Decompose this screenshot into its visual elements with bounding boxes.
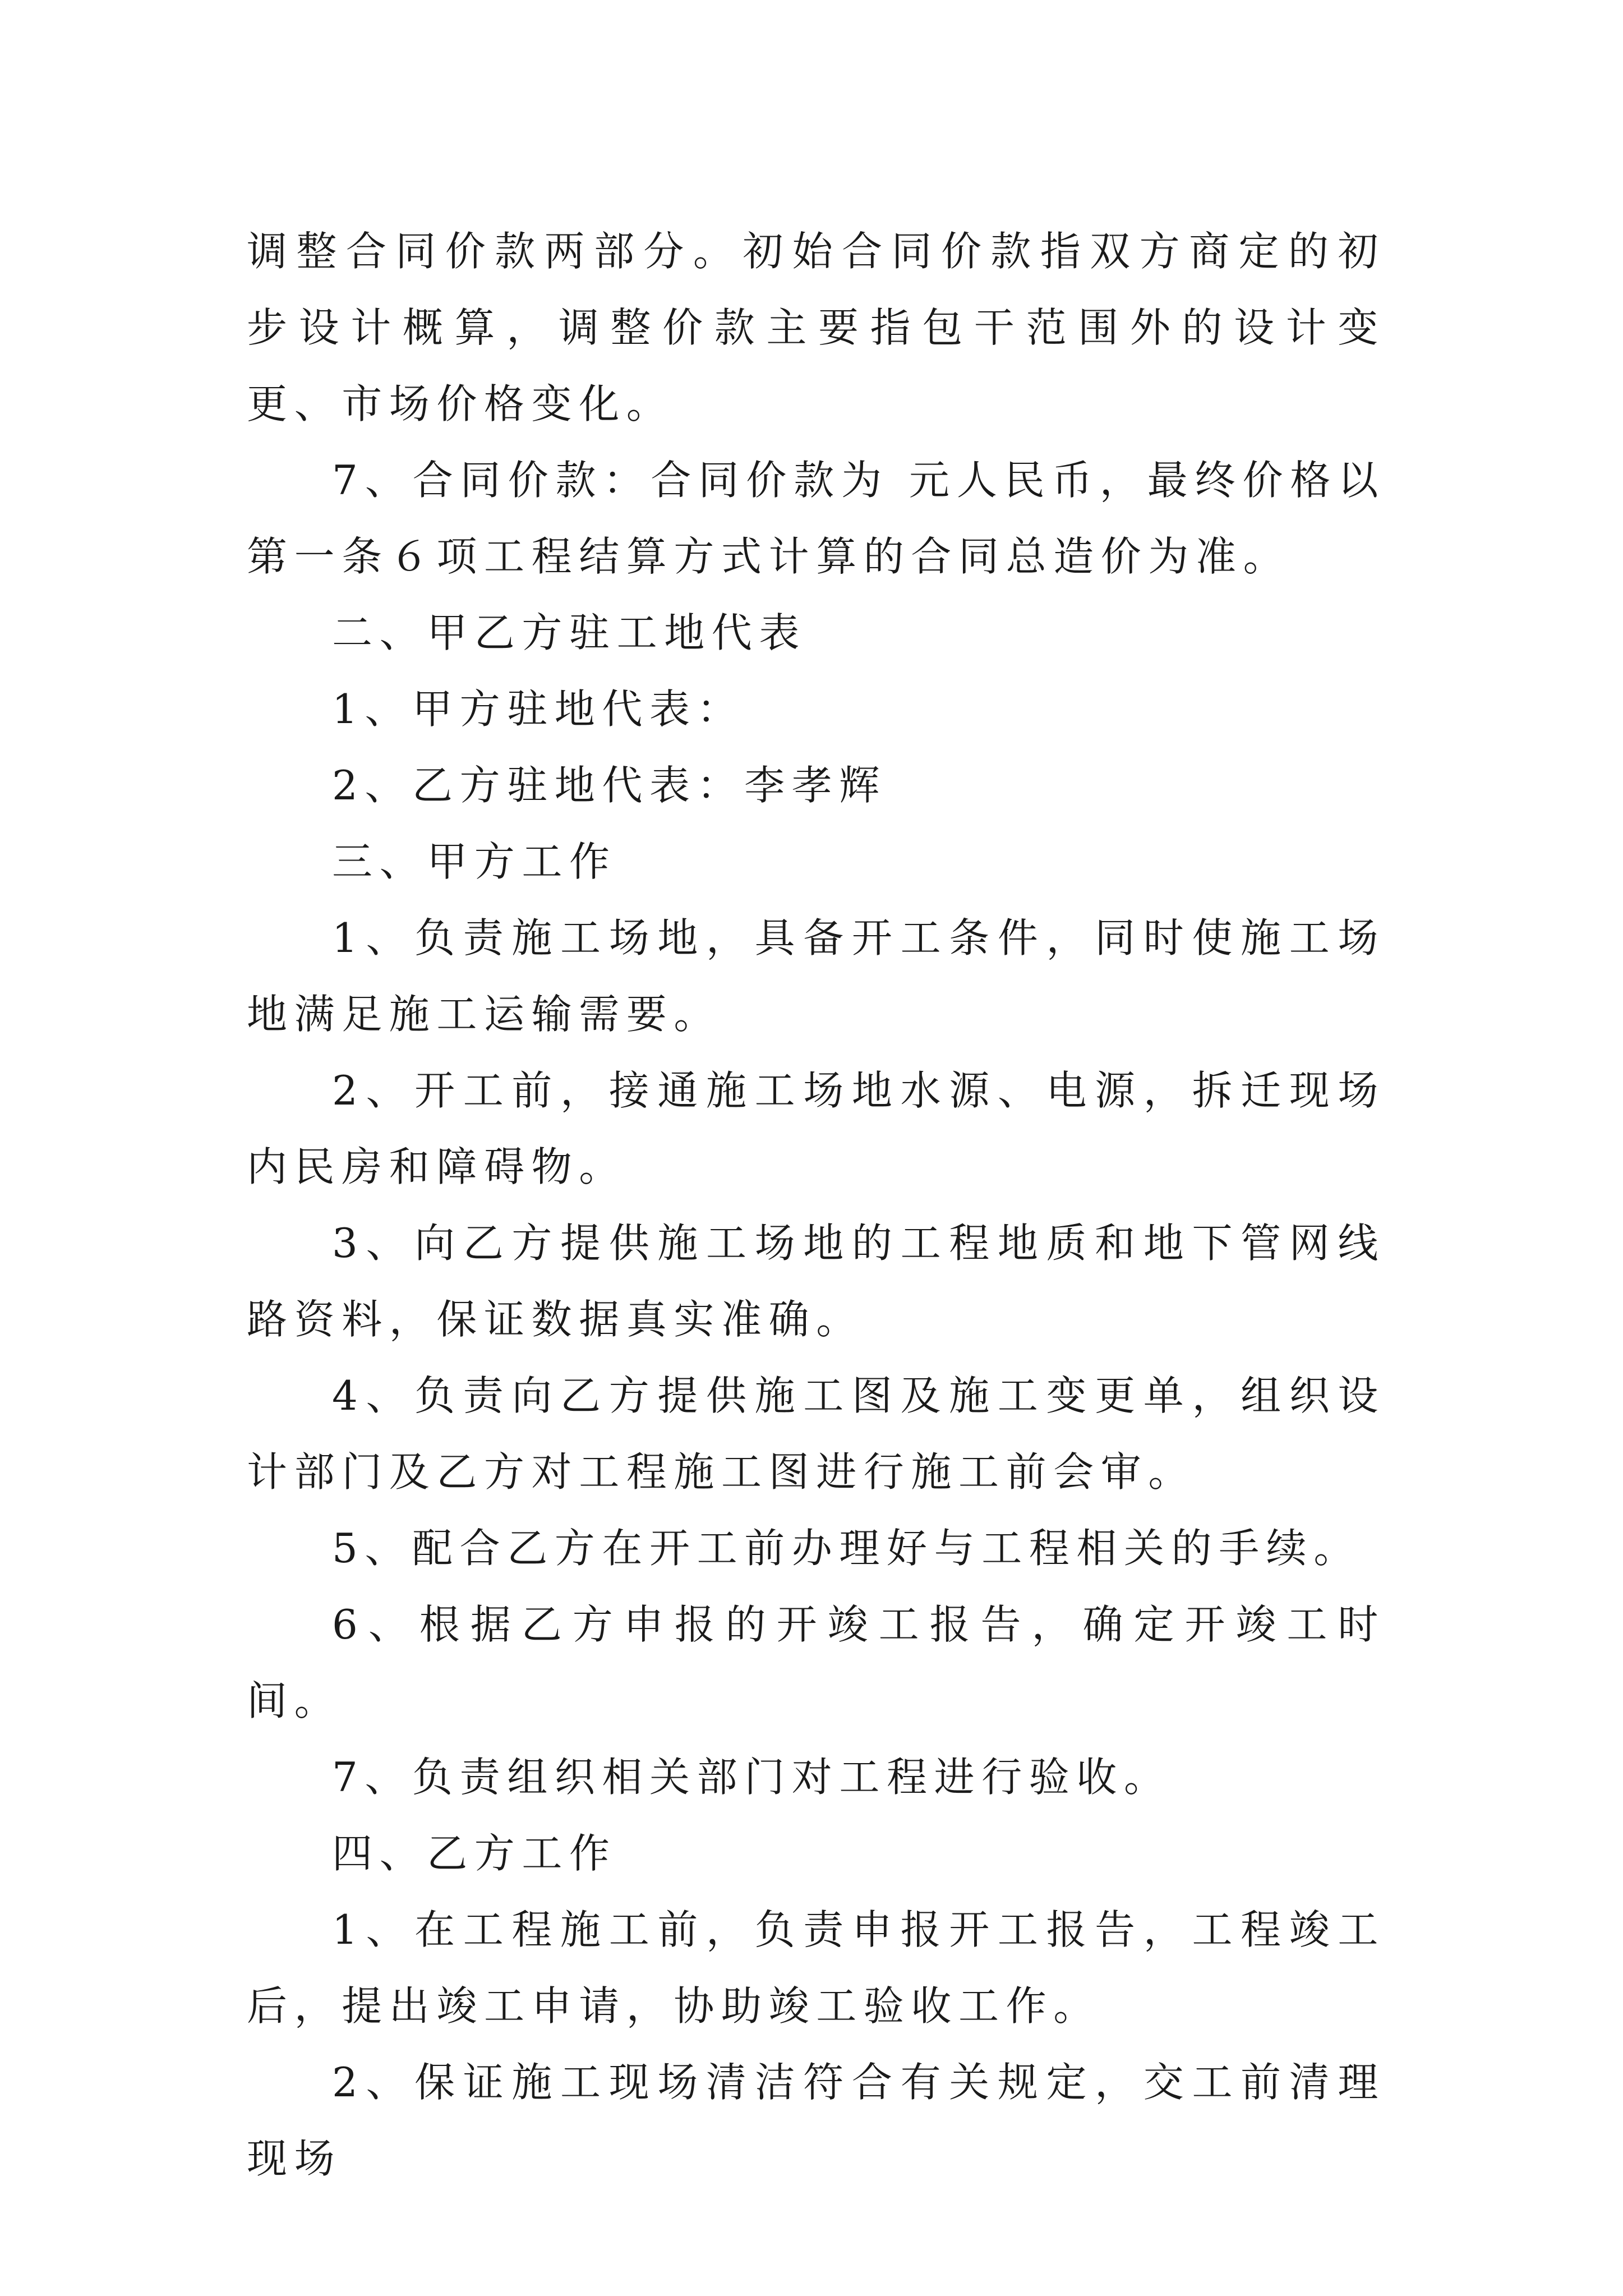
paragraph-party-b-item-1: 1、在工程施工前，负责申报开工报告，工程竣工后，提出竣工申请，协助竣工验收工作。: [247, 1906, 1385, 2030]
paragraph-party-a-representative: 1、甲方驻地代表：: [332, 685, 745, 733]
paragraph-party-a-item-1: 1、负责施工场地，具备开工条件，同时使施工场地满足施工运输需要。: [247, 914, 1385, 1038]
paragraph-party-a-item-5: 5、配合乙方在开工前办理好与工程相关的手续。: [332, 1525, 1362, 1572]
paragraph-party-a-item-6: 6、根据乙方申报的开竣工报告，确定开竣工时间。: [247, 1601, 1385, 1724]
paragraph-party-a-item-4: 4、负责向乙方提供施工图及施工变更单，组织设计部门及乙方对工程施工图进行施工前会审。: [247, 1372, 1385, 1496]
paragraph-contract-price: 7、合同价款：合同价款为 元人民币，最终价格以第一条６项工程结算方式计算的合同总造价为准。: [247, 457, 1385, 580]
paragraph-party-a-item-2: 2、开工前，接通施工场地水源、电源，拆迁现场内民房和障碍物。: [247, 1067, 1385, 1190]
document-page: [247, 213, 1385, 2197]
section-heading-site-representatives: 二、甲乙方驻工地代表: [332, 609, 807, 656]
section-heading-party-a-work: 三、甲方工作: [332, 838, 617, 885]
section-heading-party-b-work: 四、乙方工作: [332, 1830, 617, 1877]
paragraph-party-b-item-2: 2、保证施工现场清洁符合有关规定，交工前清理现场: [247, 2059, 1385, 2182]
paragraph-party-b-representative: 2、乙方驻地代表：李孝辉: [332, 762, 887, 809]
paragraph-party-a-item-3: 3、向乙方提供施工场地的工程地质和地下管网线路资料，保证数据真实准确。: [247, 1220, 1385, 1343]
paragraph-price-adjustment: 调整合同价款两部分。初始合同价款指双方商定的初步设计概算，调整价款主要指包干范围外的设计变更、市场价格变化。: [247, 228, 1385, 427]
paragraph-party-a-item-7: 7、负责组织相关部门对工程进行验收。: [332, 1754, 1172, 1801]
